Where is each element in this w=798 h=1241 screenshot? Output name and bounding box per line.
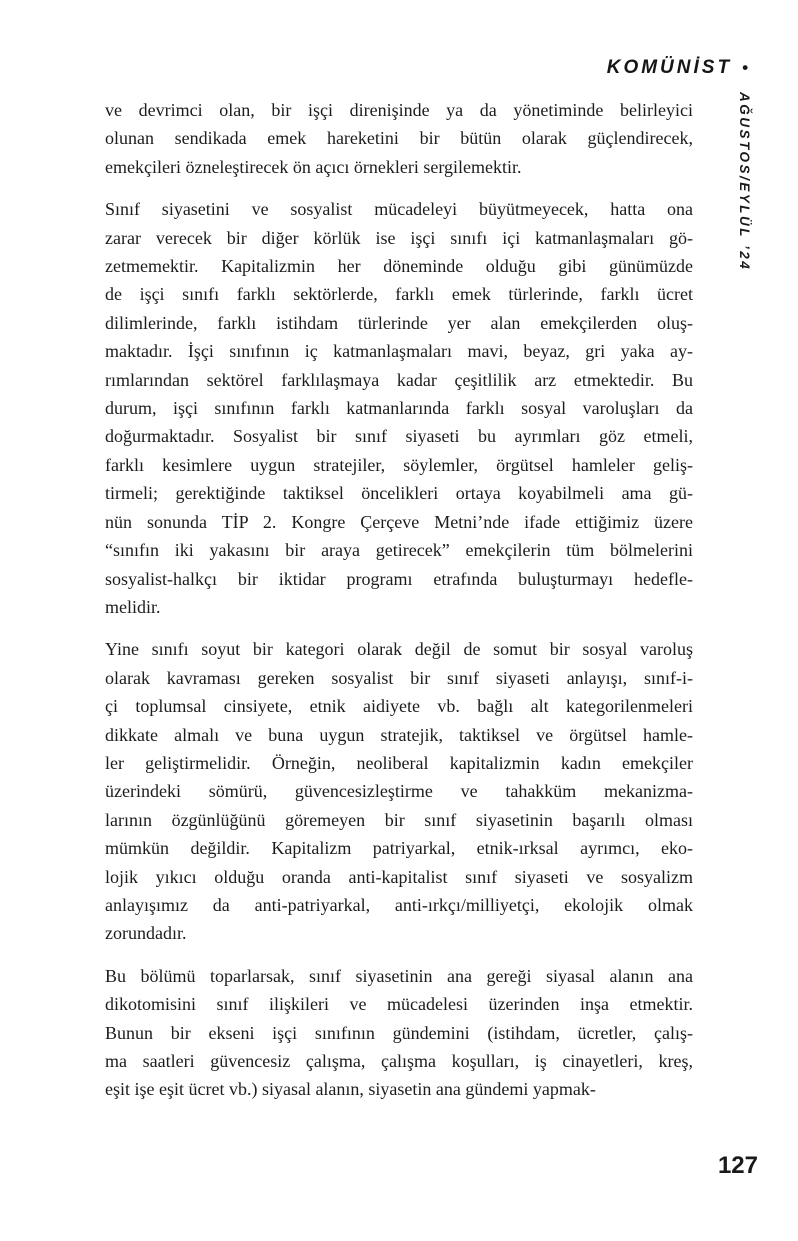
text-line: de işçi sınıfı farklı sektörlerde, farklı emek türlerinde, farklı ücret bbox=[105, 284, 693, 305]
text-line: tirmeli; gerektiğinde taktiksel öncelikleri ortaya koyabilmeli ama gü- bbox=[105, 483, 693, 504]
text-line: doğurmaktadır. Sosyalist bir sınıf siyaseti bu ayrımları göz etmeli, bbox=[105, 426, 693, 447]
text-line: eşit işe eşit ücret vb.) siyasal alanın, siyasetin ana gündemi yapmak- bbox=[105, 1079, 596, 1100]
paragraph bbox=[105, 635, 693, 947]
text-line: ma saatleri güvencesiz çalışma, çalışma koşulları, iş cinayetleri, kreş, bbox=[105, 1051, 693, 1071]
text-line: larının özgünlüğünü göremeyen bir sınıf siyasetinin başarılı olması bbox=[105, 809, 693, 830]
journal-masthead bbox=[607, 57, 748, 79]
text-line: rımlarından sektörel farklılaşmaya kadar çeşitlilik arz etmektedir. Bu bbox=[105, 369, 693, 390]
page-number: 127 bbox=[717, 1152, 758, 1179]
text-line: çi toplumsal cinsiyete, etnik aidiyete vb. bağlı alt kategorilenmeleri bbox=[105, 696, 693, 717]
text-line: dilimlerinde, farklı istihdam türlerinde yer alan emekçilerden oluş- bbox=[105, 312, 693, 333]
text-line: olarak kavraması gereken sosyalist bir sınıf siyaseti anlayışı, sınıf-i- bbox=[105, 667, 693, 688]
text-line: durum, işçi sınıfının farklı katmanlarında farklı sosyal varoluşları da bbox=[105, 398, 693, 419]
text-line: melidir. bbox=[105, 596, 161, 617]
masthead-bullet-icon: • bbox=[742, 58, 748, 77]
issue-label-vertical: AĞUSTOS/EYLÜL ’24 bbox=[737, 92, 752, 272]
paragraph bbox=[105, 96, 693, 181]
text-line: Bu bölümü toparlarsak, sınıf siyasetinin ana gereği siyasal alanın ana bbox=[105, 965, 693, 986]
text-line: “sınıfın iki yakasını bir araya getirecek” emekçilerin tüm bölmelerini bbox=[105, 540, 693, 561]
text-line: zorundadır. bbox=[105, 923, 187, 944]
text-line: olunan sendikada emek hareketini bir bütün olarak güçlendirecek, bbox=[105, 128, 693, 149]
page-body bbox=[105, 96, 693, 1118]
text-line: farklı kesimlere uygun stratejiler, söylemler, örgütsel hamleler geliş- bbox=[105, 454, 693, 475]
text-line: zetmemektir. Kapitalizmin her döneminde olduğu gibi günümüzde bbox=[105, 256, 693, 277]
text-line: dikkate almalı ve buna uygun stratejik, taktiksel ve örgütsel hamle- bbox=[105, 724, 693, 745]
text-line: anlayışımız da anti-patriyarkal, anti-ırkçı/milliyetçi, ekolojik olmak bbox=[105, 894, 693, 915]
text-line: sosyalist-halkçı bir iktidar programı etrafında buluşturmayı hedefle- bbox=[105, 568, 693, 589]
text-line: dikotomisini sınıf ilişkileri ve mücadelesi üzerinden inşa etmektir. bbox=[105, 994, 693, 1015]
paragraph bbox=[105, 962, 693, 1104]
text-line: Sınıf siyasetini ve sosyalist mücadeleyi büyütmeyecek, hatta ona bbox=[105, 199, 693, 220]
text-line: emekçileri özneleştirecek ön açıcı örnekleri sergilemektir. bbox=[105, 156, 522, 177]
text-line: zarar verecek bir diğer körlük ise işçi sınıfı içi katmanlaşmaları gö- bbox=[105, 227, 693, 248]
journal-title: KOMÜNİST bbox=[606, 57, 733, 78]
paragraph bbox=[105, 195, 693, 621]
text-line: Yine sınıfı soyut bir kategori olarak değil de somut bir sosyal varoluş bbox=[105, 639, 693, 660]
text-line: nün sonunda TİP 2. Kongre Çerçeve Metni’nde ifade ettiğimiz üzere bbox=[105, 511, 693, 532]
text-line: lojik yıkıcı olduğu oranda anti-kapitalist sınıf siyaseti ve sosyalizm bbox=[105, 866, 693, 887]
text-line: ler geliştirmelidir. Örneğin, neoliberal kapitalizmin kadın emekçiler bbox=[105, 752, 693, 773]
text-line: mümkün değildir. Kapitalizm patriyarkal, etnik-ırksal ayrımcı, eko- bbox=[105, 838, 693, 859]
text-line: maktadır. İşçi sınıfının iç katmanlaşmaları mavi, beyaz, gri yaka ay- bbox=[105, 341, 693, 362]
text-line: üzerindeki sömürü, güvencesizleştirme ve tahakküm mekanizma- bbox=[105, 781, 693, 802]
text-line: ve devrimci olan, bir işçi direnişinde ya da yönetiminde belirleyici bbox=[105, 100, 693, 120]
text-line: Bunun bir ekseni işçi sınıfının gündemini (istihdam, ücretler, çalış- bbox=[105, 1022, 693, 1043]
